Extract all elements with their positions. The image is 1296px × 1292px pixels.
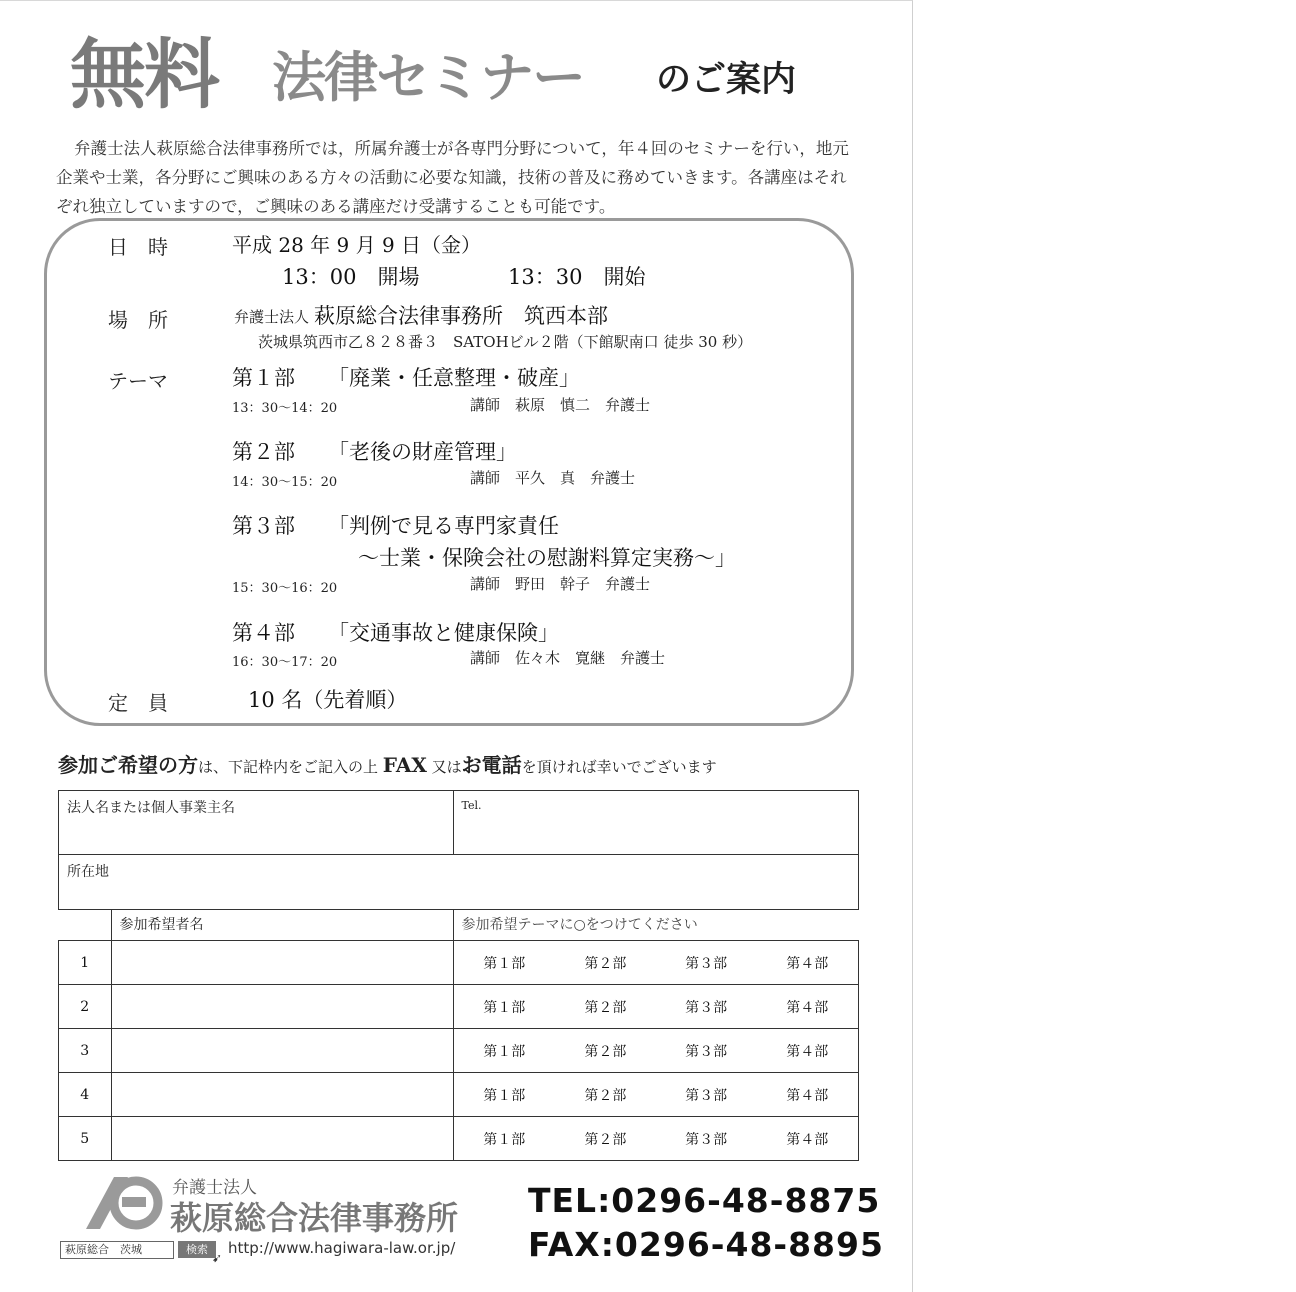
attendee-name-cell[interactable] (111, 1029, 453, 1073)
part-1-name: 第１部 (232, 366, 295, 390)
intro-text: 弁護士法人萩原総合法律事務所では，所属弁護士が各専門分野について，年４回のセミナーを行い，地元企業や士業，各分野にご興味のある方々の活動に必要な知識，技術の普及に務めていきます。各講座はそれぞれ独立していますので，ご興味のある講座だけ受講することも可能です。 (56, 139, 849, 216)
fax-number: FAX:0296-48-8895 (528, 1225, 884, 1264)
part-option[interactable] (656, 1029, 757, 1073)
part-option-label: 第２部 (584, 999, 627, 1016)
part-option[interactable] (453, 1117, 555, 1161)
part-option[interactable] (656, 1117, 757, 1161)
part-option[interactable] (656, 941, 757, 985)
apply-text-2: を頂ければ幸いでございます (521, 758, 717, 776)
part-1-lecturer: 講師 萩原 慎二 弁護士 (470, 396, 651, 414)
table-row (59, 941, 859, 985)
apply-text-1: は、下記枠内をご記入の上 (198, 758, 379, 776)
capacity-value: 10 名（先着順） (248, 688, 408, 712)
part-option-label: 第４部 (786, 1087, 829, 1104)
part-2-title: 「老後の財産管理」 (328, 440, 517, 464)
part-1-title: 「廃業・任意整理・破産」 (328, 366, 580, 390)
title-seminar: 法律セミナー (272, 46, 584, 109)
part-option-label: 第１部 (483, 1043, 526, 1060)
row-number-label: 3 (80, 1042, 90, 1059)
theme-label: テーマ (108, 369, 168, 393)
search-cursor-icon: ➹ (212, 1251, 223, 1265)
part-option[interactable] (756, 1073, 858, 1117)
part-4-name: 第４部 (232, 621, 295, 645)
apply-phone: お電話 (461, 753, 522, 777)
place-address: 茨城県筑西市乙８２８番３ SATOHビル２階（下館駅南口 徒歩 30 秒） (258, 333, 753, 351)
part-option-label: 第３部 (685, 1087, 728, 1104)
row-number (59, 941, 112, 985)
part-4-time: 16：30〜17：20 (232, 655, 338, 670)
theme-select-label: 参加希望テーマに○をつけてください (461, 917, 698, 933)
table-row (59, 1029, 859, 1073)
table-row (59, 1117, 859, 1161)
row-number-label: 2 (80, 998, 90, 1015)
part-option[interactable] (756, 941, 858, 985)
part-option-label: 第１部 (483, 999, 526, 1016)
part-option-label: 第３部 (685, 999, 728, 1016)
part-option-label: 第３部 (685, 1131, 728, 1148)
date-label: 日 時 (108, 235, 168, 259)
website-url[interactable]: http://www.hagiwara-law.or.jp/ (228, 1239, 456, 1257)
part-option[interactable] (555, 1117, 656, 1161)
part-1-time: 13：30〜14：20 (232, 401, 338, 416)
title-guide: のご案内 (656, 60, 797, 100)
part-option[interactable] (453, 1073, 555, 1117)
part-option[interactable] (555, 1029, 656, 1073)
apply-sentence (58, 749, 717, 778)
part-option[interactable] (555, 985, 656, 1029)
part-3-name: 第３部 (232, 514, 295, 538)
attendee-name-cell[interactable] (111, 941, 453, 985)
part-option[interactable] (756, 1117, 858, 1161)
apply-lead: 参加ご希望の方 (58, 753, 198, 777)
part-option-label: 第３部 (685, 1043, 728, 1060)
attendee-name-cell[interactable] (111, 1117, 453, 1161)
part-3-title: 「判例で見る専門家責任 (328, 514, 559, 538)
part-option-label: 第１部 (483, 955, 526, 972)
row-number (59, 1117, 112, 1161)
phone-number: TEL:0296-48-8875 (528, 1181, 881, 1220)
attendee-name-cell[interactable] (111, 1073, 453, 1117)
company-label: 法人名または個人事業主名 (67, 800, 235, 816)
part-option-label: 第２部 (584, 1087, 627, 1104)
firm-logo-icon (84, 1175, 164, 1231)
part-option[interactable] (656, 985, 757, 1029)
place-label: 場 所 (108, 308, 168, 332)
table-row (59, 985, 859, 1029)
part-option[interactable] (453, 1029, 555, 1073)
part-option[interactable] (453, 941, 555, 985)
address-label: 所在地 (67, 864, 109, 880)
part-option[interactable] (555, 941, 656, 985)
company-cell[interactable] (59, 791, 454, 855)
place-name: 萩原総合法律事務所 筑西本部 (314, 304, 608, 328)
row-number (59, 1029, 112, 1073)
place-prefix: 弁護士法人 (234, 308, 310, 326)
part-option[interactable] (656, 1073, 757, 1117)
part-option-label: 第１部 (483, 1087, 526, 1104)
part-3-time: 15：30〜16：20 (232, 581, 338, 596)
row-number (59, 1073, 112, 1117)
part-option-label: 第４部 (786, 1131, 829, 1148)
row-number (59, 985, 112, 1029)
part-2-name: 第２部 (232, 440, 295, 464)
apply-or: 又は (431, 758, 462, 776)
row-number-label: 5 (80, 1130, 90, 1147)
firm-type: 弁護士法人 (172, 1178, 257, 1198)
table-row (59, 1073, 859, 1117)
apply-fax: FAX (382, 753, 427, 777)
attendee-name-cell[interactable] (111, 985, 453, 1029)
part-option-label: 第４部 (786, 955, 829, 972)
part-2-lecturer: 講師 平久 真 弁護士 (470, 469, 636, 487)
attendee-label: 参加希望者名 (119, 917, 204, 933)
part-option-label: 第１部 (483, 1131, 526, 1148)
firm-name: 萩原総合法律事務所 (170, 1199, 459, 1237)
part-option-label: 第３部 (685, 955, 728, 972)
application-form (58, 790, 859, 1161)
date-value: 平成 28 年 9 月 9 日（金） (232, 233, 482, 257)
row-number-label: 1 (80, 954, 90, 971)
part-option-label: 第４部 (786, 999, 829, 1016)
attendee-header (111, 910, 453, 941)
part-4-title: 「交通事故と健康保険」 (328, 621, 559, 645)
tel-label: Tel. (461, 799, 482, 812)
part-option-label: 第２部 (584, 955, 627, 972)
part-option[interactable] (555, 1073, 656, 1117)
part-3-subtitle: 〜士業・保険会社の慰謝料算定実務〜」 (358, 546, 736, 570)
part-option[interactable] (756, 985, 858, 1029)
theme-header (453, 910, 859, 941)
title-free: 無料 (70, 30, 218, 119)
search-terms: 萩原総合 茨城 (60, 1241, 174, 1259)
part-option[interactable] (453, 985, 555, 1029)
part-option-label: 第４部 (786, 1043, 829, 1060)
search-button[interactable]: 検索 (178, 1241, 216, 1258)
part-option-label: 第２部 (584, 1043, 627, 1060)
open-time: 13：00 開場 (282, 265, 420, 289)
start-time: 13：30 開始 (508, 265, 646, 289)
tel-cell[interactable] (453, 791, 859, 855)
row-number-label: 4 (80, 1086, 90, 1103)
address-cell[interactable] (59, 855, 859, 910)
part-3-lecturer: 講師 野田 幹子 弁護士 (470, 575, 651, 593)
part-option-label: 第２部 (584, 1131, 627, 1148)
part-4-lecturer: 講師 佐々木 寛継 弁護士 (470, 649, 666, 667)
number-header (59, 910, 112, 941)
part-option[interactable] (756, 1029, 858, 1073)
part-2-time: 14：30〜15：20 (232, 475, 338, 490)
details-box (44, 218, 854, 726)
capacity-label: 定 員 (108, 691, 168, 715)
